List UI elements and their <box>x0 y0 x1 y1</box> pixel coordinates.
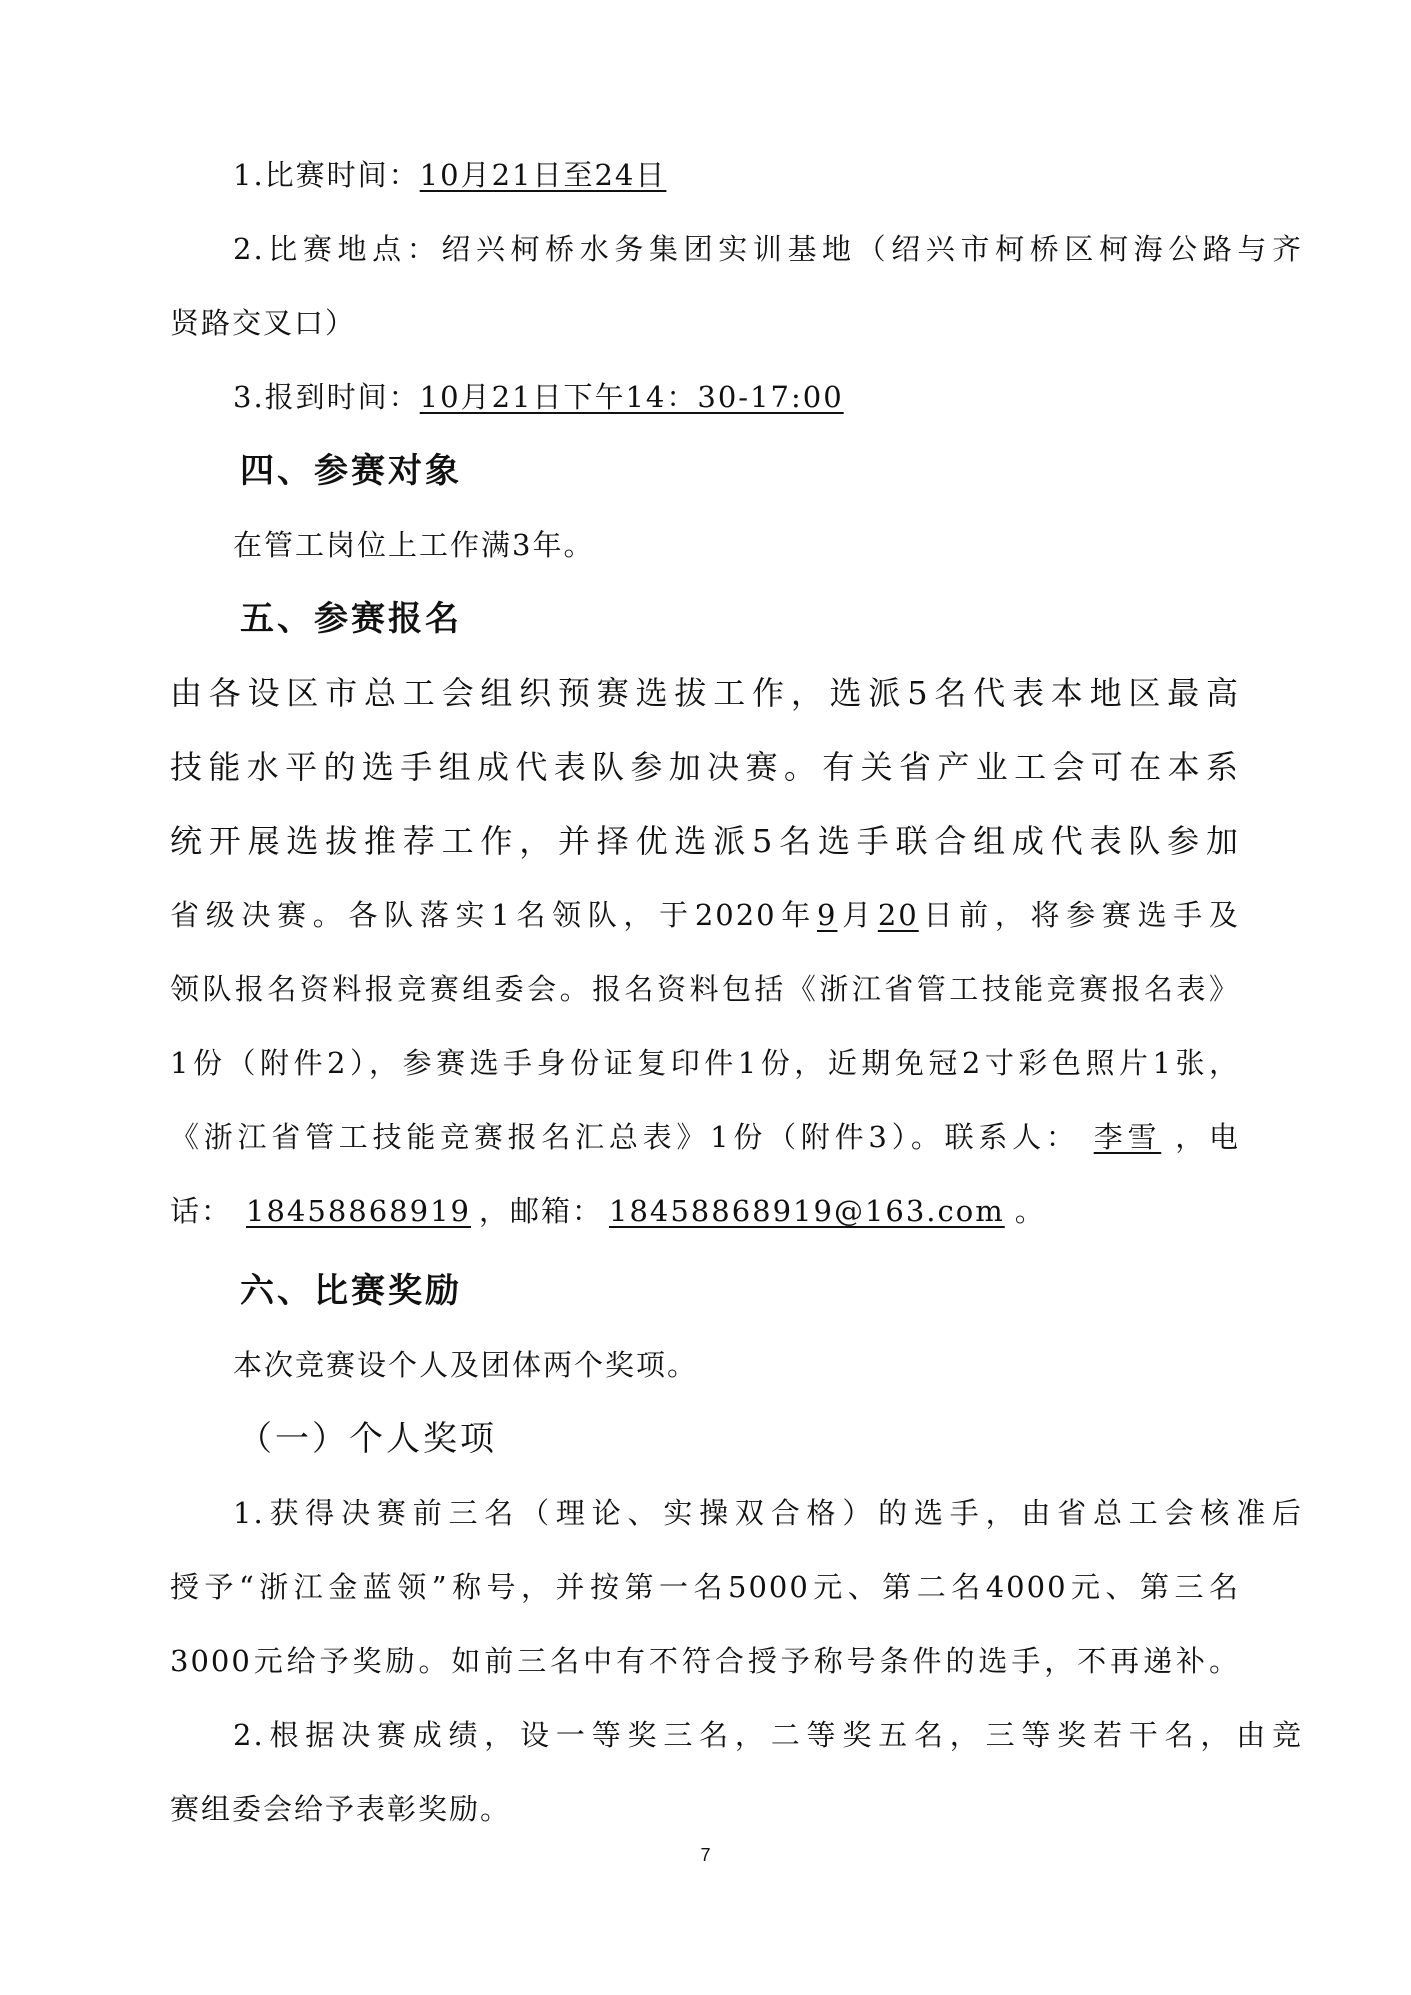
competition-time-value: 10月21日至24日 <box>419 158 667 192</box>
registration-line-1: 由各设区市总工会组织预赛选拔工作，选派5名代表本地区最高 <box>170 674 1240 712</box>
competition-time-line <box>170 137 1303 213</box>
contact-prefix: 《浙江省管工技能竞赛报名汇总表》1份（附件3）。联系人： <box>170 1120 1080 1154</box>
registration-deadline-month: 9 <box>817 898 838 932</box>
registration-line-2: 技能水平的选手组成代表队参加决赛。有关省产业工会可在本系 <box>170 748 1240 786</box>
email-label: ，邮箱： <box>478 1194 603 1228</box>
checkin-time-label: 3.报到时间： <box>233 380 420 414</box>
registration-deadline-day: 20 <box>877 898 919 932</box>
heading-registration: 五、参赛报名 <box>240 599 462 639</box>
individual-award-1-line-3: 3000元给予奖励。如前三名中有不符合授予称号条件的选手，不再递补。 <box>170 1644 1240 1678</box>
registration-line-4 <box>170 877 1240 953</box>
line-end-period: 。 <box>1014 1194 1046 1228</box>
participants-text: 在管工岗位上工作满3年。 <box>233 528 595 562</box>
competition-place-line-2: 贤路交叉口） <box>170 306 357 340</box>
phone-label: 话： <box>170 1194 233 1228</box>
heading-awards: 六、比赛奖励 <box>240 1271 462 1311</box>
competition-place-line-1: 2.比赛地点：绍兴柯桥水务集团实训基地（绍兴市柯桥区柯海公路与齐 <box>233 232 1303 266</box>
contact-suffix: ，电 <box>1175 1120 1240 1154</box>
registration-line-7 <box>170 1099 1240 1175</box>
individual-award-1-line-2: 授予“浙江金蓝领”称号，并按第一名5000元、第二名4000元、第三名 <box>170 1570 1240 1604</box>
subheading-individual-awards: （一）个人奖项 <box>238 1419 497 1459</box>
contact-email: 18458868919@163.com <box>609 1194 1005 1228</box>
awards-intro: 本次竞赛设个人及团体两个奖项。 <box>233 1348 699 1382</box>
individual-award-1-line-1: 1.获得决赛前三名（理论、实操双合格）的选手，由省总工会核准后 <box>233 1496 1303 1530</box>
individual-award-2-line-1: 2.根据决赛成绩，设一等奖三名，二等奖五名，三等奖若干名，由竞 <box>233 1718 1303 1752</box>
registration-line-3: 统开展选拔推荐工作，并择优选派5名选手联合组成代表队参加 <box>170 822 1240 860</box>
registration-deadline-suffix: 日前，将参赛选手及 <box>918 898 1240 932</box>
registration-line-8 <box>170 1173 1240 1249</box>
registration-line-6: 1份（附件2），参赛选手身份证复印件1份，近期免冠2寸彩色照片1张， <box>170 1046 1240 1080</box>
registration-deadline-prefix: 省级决赛。各队落实1名领队，于2020年 <box>170 898 817 932</box>
registration-line-5: 领队报名资料报竞赛组委会。报名资料包括《浙江省管工技能竞赛报名表》 <box>170 972 1240 1006</box>
individual-award-2-line-2: 赛组委会给予表彰奖励。 <box>170 1792 512 1826</box>
checkin-time-line <box>170 359 1303 435</box>
page-number: 7 <box>700 1845 711 1865</box>
registration-deadline-month-unit: 月 <box>837 898 878 932</box>
contact-name: 李雪 <box>1093 1120 1162 1154</box>
checkin-time-value: 10月21日下午14：30-17:00 <box>419 380 844 414</box>
heading-participants: 四、参赛对象 <box>240 451 462 491</box>
contact-phone: 18458868919 <box>246 1194 471 1228</box>
competition-time-label: 1.比赛时间： <box>233 158 420 192</box>
